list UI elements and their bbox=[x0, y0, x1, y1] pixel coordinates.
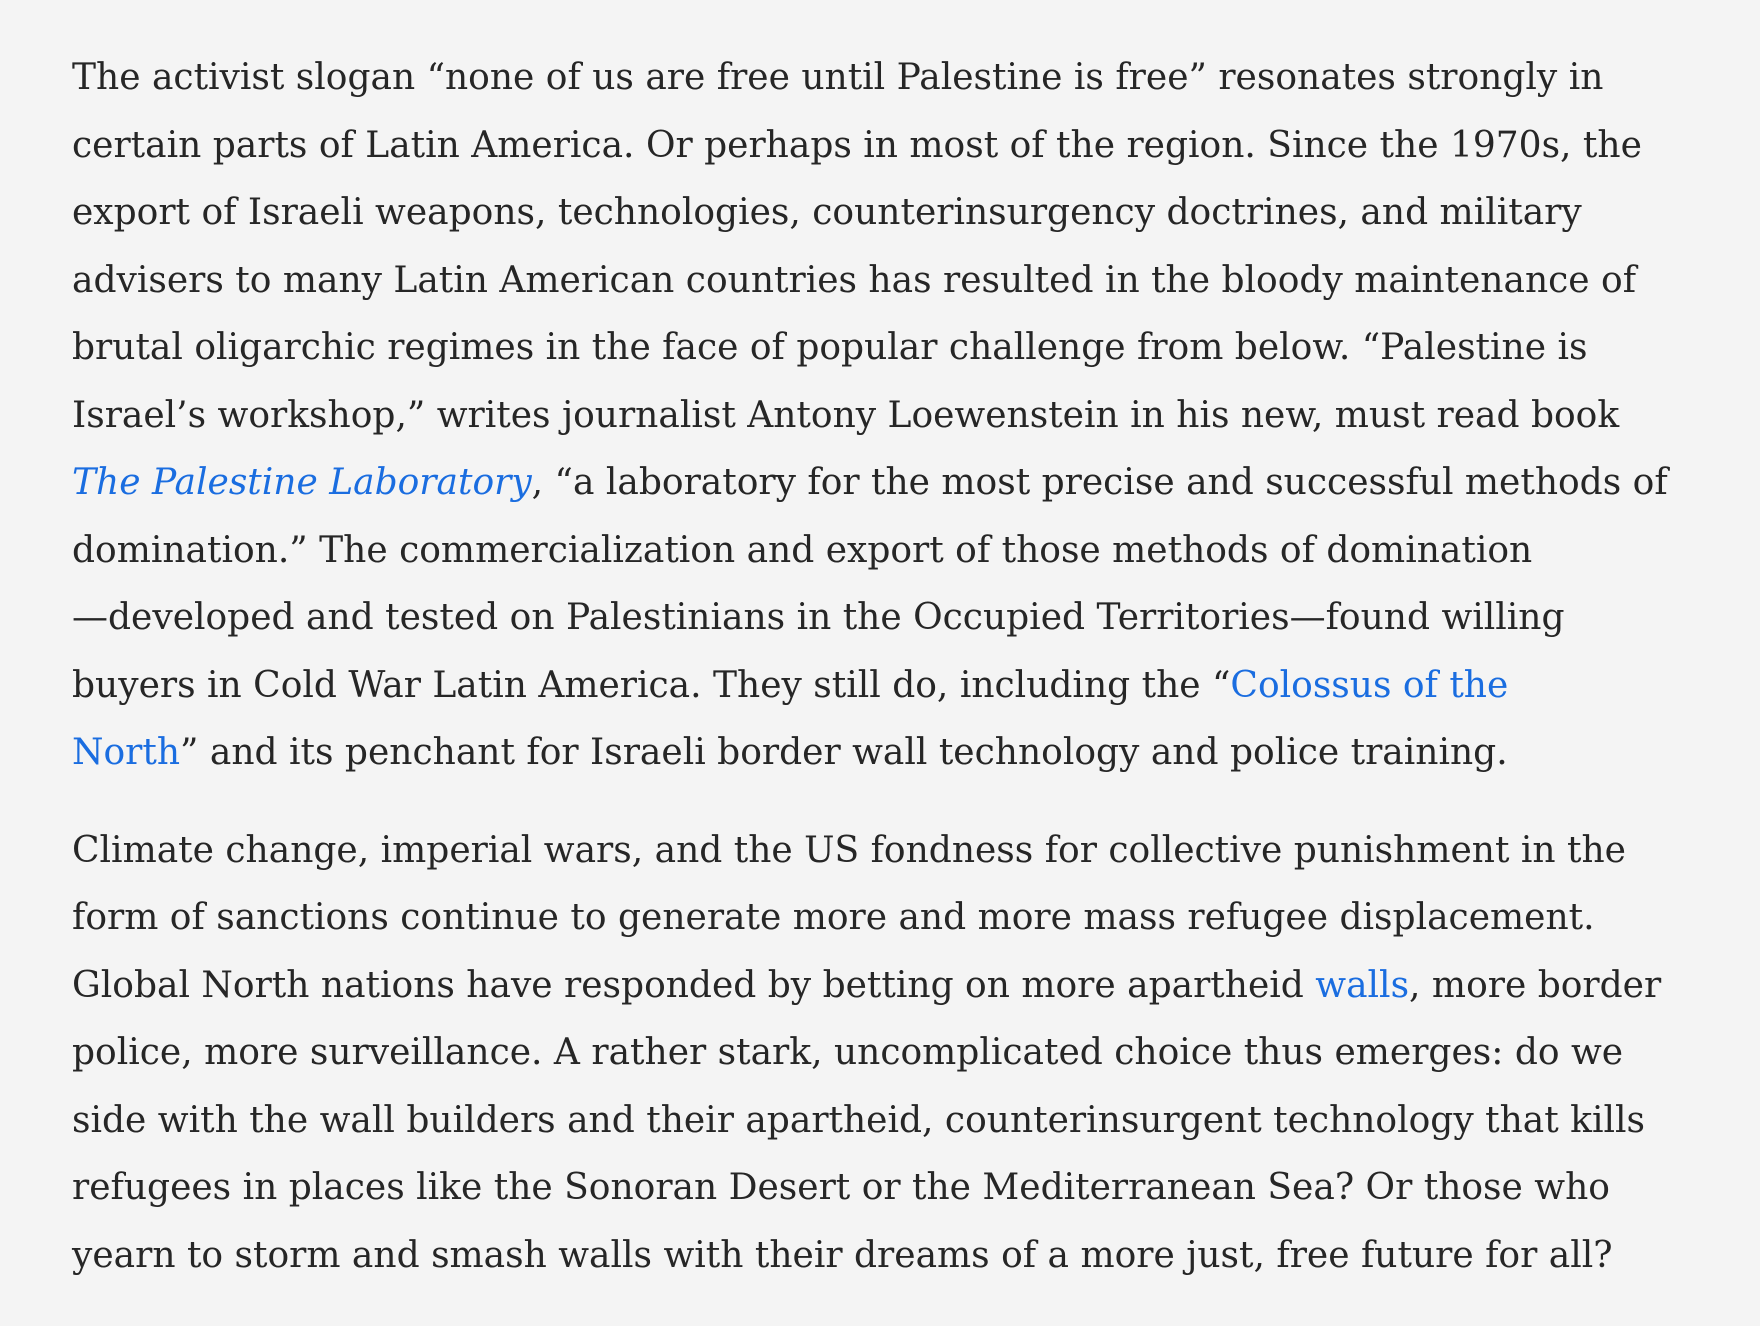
text-line: Climate change, imperial wars, and the US fondness for collective punishment in the bbox=[72, 829, 1626, 871]
book-link-palestine-laboratory[interactable]: The Palestine Laboratory bbox=[72, 462, 532, 503]
text-segment: Global North nations have responded by betting on more apartheid bbox=[72, 964, 1316, 1006]
text-segment: , more border bbox=[1409, 964, 1662, 1006]
text-line: side with the wall builders and their apartheid, counterinsurgent technology that kills bbox=[72, 1099, 1645, 1141]
text-segment: , “a laboratory for the most precise and successful methods of bbox=[531, 462, 1668, 503]
paragraph-1 bbox=[72, 44, 1702, 787]
text-line: —developed and tested on Palestinians in the Occupied Territories—found willing bbox=[72, 597, 1565, 638]
text-line: certain parts of Latin America. Or perhaps in most of the region. Since the 1970s, the bbox=[72, 124, 1642, 166]
text-line bbox=[72, 652, 1702, 720]
text-line: police, more surveillance. A rather stark, uncomplicated choice thus emerges: do we bbox=[72, 1032, 1624, 1073]
paragraph-2 bbox=[72, 817, 1702, 1290]
article-body bbox=[72, 44, 1702, 1289]
text-line: yearn to storm and smash walls with their dreams of a more just, free future for all? bbox=[72, 1234, 1613, 1276]
text-segment: ” and its penchant for Israeli border wall technology and police training. bbox=[180, 732, 1508, 773]
text-line: Israel’s workshop,” writes journalist Antony Loewenstein in his new, must read book bbox=[72, 394, 1620, 436]
text-line: advisers to many Latin American countries has resulted in the bloody maintenance of bbox=[72, 259, 1637, 301]
text-line bbox=[72, 449, 1702, 517]
text-line bbox=[72, 952, 1702, 1020]
colossus-link-continued[interactable]: North bbox=[72, 732, 181, 773]
text-line: domination.” The commercialization and export of those methods of domination bbox=[72, 529, 1533, 571]
colossus-link[interactable]: Colossus of the bbox=[1230, 664, 1509, 706]
text-line bbox=[72, 719, 1702, 787]
text-line: form of sanctions continue to generate more and more mass refugee displacement. bbox=[72, 897, 1595, 938]
text-line: The activist slogan “none of us are free until Palestine is free” resonates strongly in bbox=[72, 57, 1604, 98]
text-segment: buyers in Cold War Latin America. They still do, including the “ bbox=[72, 664, 1231, 706]
text-line: refugees in places like the Sonoran Desert or the Mediterranean Sea? Or those who bbox=[72, 1167, 1610, 1208]
walls-link[interactable]: walls bbox=[1315, 964, 1410, 1006]
text-line: export of Israeli weapons, technologies, counterinsurgency doctrines, and military bbox=[72, 192, 1582, 233]
text-line: brutal oligarchic regimes in the face of popular challenge from below. “Palestine is bbox=[72, 327, 1588, 368]
